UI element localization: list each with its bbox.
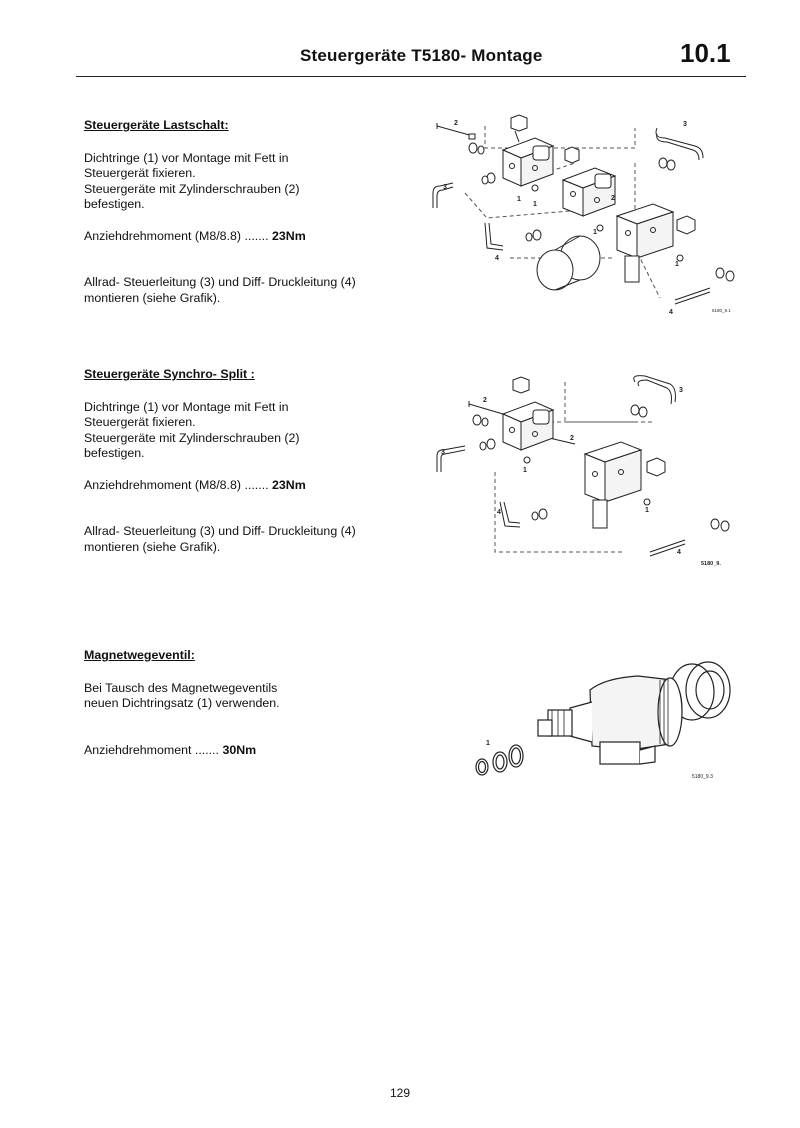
section-title: Magnetwegeventil: xyxy=(84,648,195,662)
section-title: Steuergeräte Synchro- Split : xyxy=(84,367,255,381)
section-number: 10.1 xyxy=(680,38,731,68)
line-instruction: montieren (siehe Grafik). xyxy=(84,290,221,305)
figure-synchro-split xyxy=(425,362,755,577)
valve-block xyxy=(503,115,553,186)
section-lastschalt xyxy=(84,118,404,306)
label-2: 2 xyxy=(611,195,615,202)
instruction-line: Dichtringe (1) vor Montage mit Fett in xyxy=(84,399,289,414)
label-1: 1 xyxy=(523,467,527,474)
exploded-diagram-synchro-split xyxy=(425,362,755,577)
instruction-line: Dichtringe (1) vor Montage mit Fett in xyxy=(84,150,289,165)
label-1: 1 xyxy=(517,196,521,203)
torque-value: 23Nm xyxy=(272,477,306,492)
valve-block xyxy=(617,204,695,282)
label-3: 3 xyxy=(443,184,447,191)
figure-code: 5180_9.3 xyxy=(692,774,713,780)
exploded-diagram-lastschalt xyxy=(425,108,755,323)
line-instruction: Allrad- Steuerleitung (3) und Diff- Druckleitung (4) xyxy=(84,524,356,538)
label-4: 4 xyxy=(495,255,499,262)
instruction-line: Bei Tausch des Magnetwegeventils xyxy=(84,680,278,695)
instruction-line: neuen Dichtringsatz (1) verwenden. xyxy=(84,696,280,710)
torque-spec xyxy=(84,743,404,759)
instruction-line: Steuergerät fixieren. xyxy=(84,415,196,429)
label-2: 2 xyxy=(454,120,458,127)
instruction-line: befestigen. xyxy=(84,446,145,460)
valve-spool xyxy=(538,702,592,742)
section-title: Steuergeräte Lastschalt: xyxy=(84,118,229,132)
solenoid-body xyxy=(590,676,682,764)
instruction-line: Steuergeräte mit Zylinderschrauben (2) xyxy=(84,430,300,445)
torque-value: 23Nm xyxy=(272,228,306,243)
figure-code: 5180_9.1 xyxy=(712,308,731,313)
instruction-line: Steuergerät fixieren. xyxy=(84,166,196,180)
torque-label: Anziehdrehmoment (M8/8.8) ....... xyxy=(84,228,269,243)
section-synchro-split xyxy=(84,367,404,555)
torque-spec xyxy=(84,478,404,494)
label-4: 4 xyxy=(677,549,681,556)
page-title: Steuergeräte T5180- Montage xyxy=(300,46,543,65)
section-magnetwegeventil xyxy=(84,648,404,758)
label-4: 4 xyxy=(669,309,673,316)
label-2: 2 xyxy=(570,435,574,442)
label-1: 1 xyxy=(533,201,537,208)
page-number: 129 xyxy=(389,1086,411,1100)
label-1: 1 xyxy=(486,740,490,747)
torque-label: Anziehdrehmoment (M8/8.8) ....... xyxy=(84,477,269,492)
torque-spec xyxy=(84,229,404,245)
label-1: 1 xyxy=(593,229,597,236)
label-1: 1 xyxy=(675,261,679,268)
label-4: 4 xyxy=(497,509,501,516)
figure-code: 5180_9. xyxy=(701,561,721,567)
label-3: 3 xyxy=(441,449,445,456)
valve-block xyxy=(585,442,665,528)
torque-value: 30Nm xyxy=(222,742,257,757)
label-3: 3 xyxy=(679,387,683,394)
label-1: 1 xyxy=(645,507,649,514)
solenoid-valve-diagram xyxy=(460,650,750,800)
header-divider xyxy=(76,76,746,77)
line-instruction: Allrad- Steuerleitung (3) und Diff- Druckleitung (4) xyxy=(84,275,356,289)
figure-lastschalt xyxy=(425,108,755,323)
line-instruction: montieren (siehe Grafik). xyxy=(84,539,221,554)
seal-rings xyxy=(476,745,523,775)
instruction-line: befestigen. xyxy=(84,197,145,211)
accumulator xyxy=(537,236,600,290)
label-3: 3 xyxy=(683,121,687,128)
label-2: 2 xyxy=(483,397,487,404)
figure-magnetwegeventil xyxy=(460,650,750,800)
torque-label: Anziehdrehmoment ....... xyxy=(84,742,219,757)
instruction-line: Steuergeräte mit Zylinderschrauben (2) xyxy=(84,181,300,196)
valve-block xyxy=(563,147,615,216)
part-labels xyxy=(441,387,721,567)
valve-block xyxy=(503,377,553,450)
